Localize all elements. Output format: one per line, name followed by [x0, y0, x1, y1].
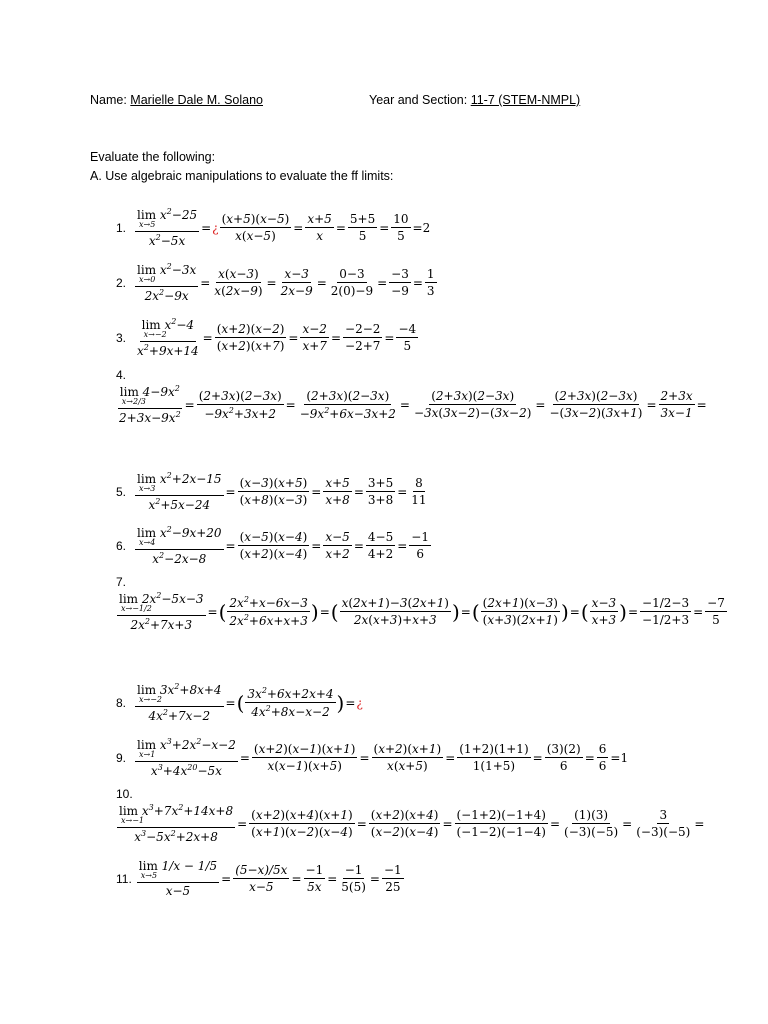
- problem-number: 10.: [116, 787, 133, 801]
- problem-2: 2. $\lim x^2-3x$ x→0 $2x^2-9x$ = $\frac{x(x-3)}{x(2x-9)}$ = $\frac{x-3}{2x-9}$ = $\frac{0-3}{2(0)-9}$ = $\frac{-3}{-9}$ = $\frac{1}{3}$: [116, 262, 435, 303]
- problem-number: 11.: [116, 871, 132, 886]
- problem-number: 7.: [116, 575, 127, 589]
- problem-number: 5.: [116, 484, 127, 499]
- problem-number: 6.: [116, 538, 127, 553]
- name-label: Name:: [90, 93, 131, 107]
- problem-number: 2.: [116, 275, 127, 290]
- problem-11: 11. lim 1/x − 1/5 x→5 x−5 = $\frac{(5-x)/5x}{x-5}$ = $\frac{-1}{5x}$ = $\frac{-1}{5(5)}$ = $\frac{-1}{25}$: [116, 859, 402, 898]
- problem-6: 6. $\lim x^2-9x+20$ x→4 $x^2-2x-8$ = $\frac{(x-5)(x-4)}{(x+2)(x-4)}$ = $\frac{x-5}{x+2}$ = $\frac{4-5}{4+2}$ = $\frac{-1}{6}$: [116, 525, 429, 566]
- undefined-glyph: ¿: [212, 220, 219, 235]
- undefined-glyph: ¿: [356, 695, 363, 710]
- problem-7: 7. $\lim 2x^2-5x-3$ x→−1/2 $2x^2+7x+3$ = ( $\frac{2x^2+x-6x-3}{2x^2+6x+x+3}$ ) = ( $\frac{x(2x+1)-3(2x+1)}{2x(x+3)+x+3}$ ) = ( $\frac{(2x+1)(x-3)}{(x+3)(2x+1)}$ ) = ( $\frac{x-3}{x+3}$ ) = $\frac{-1/2-3}{-1/2+3}$ = $\frac{-7}{5}$: [116, 576, 728, 631]
- instruction-line-2: A. Use algebraic manipulations to evaluate the ff limits:: [90, 169, 394, 183]
- problem-number: 8.: [116, 695, 127, 710]
- problem-number: 3.: [116, 330, 127, 345]
- problem-number: 4.: [116, 368, 127, 382]
- problem-number: 1.: [116, 220, 127, 235]
- problem-4: 4. $\lim 4-9x^2$ x→2/3 $2+3x-9x^2$ = $\frac{(2+3x)(2-3x)}{-9x^2+3x+2}$ = $\frac{(2+3x)(2-3x)}{-9x^2+6x-3x+2}$ = $\frac{(2+3x)(2-3x)}{-3x(3x-2)-(3x-2)}$ = $\frac{(2+3x)(2-3x)}{-(3x-2)(3x+1)}$ = $\frac{2+3x}{3x-1}$ =: [116, 368, 707, 425]
- year-section-label: Year and Section:: [369, 93, 471, 107]
- problem-3: 3. $\lim x^2-4$ x→−2 $x^2+9x+14$ = $\frac{(x+2)(x-2)}{(x+2)(x+7)}$ = $\frac{x-2}{x+7}$ = $\frac{-2-2}{-2+7}$ = $\frac{-4}{5}$: [116, 317, 417, 358]
- problem-9: 9. $\lim x^3+2x^2-x-2$ x→1 $x^3+4x^{20}-5x$ = $\frac{(x+2)(x-1)(x+1)}{x(x-1)(x+5)}$ = $\frac{(x+2)(x+1)}{x(x+5)}$ = $\frac{(1+2)(1+1)}{1(1+5)}$ = $\frac{(3)(2)}{6}$ = $\frac{6}{6}$ =1: [116, 737, 629, 778]
- problem-5: 5. $\lim x^2+2x-15$ x→3 $x^2+5x-24$ = $\frac{(x-3)(x+5)}{(x+8)(x-3)}$ = $\frac{x+5}{x+8}$ = $\frac{3+5}{3+8}$ = $\frac{8}{11}$: [116, 471, 427, 512]
- problem-10: 10. $\lim x^3+7x^2+14x+8$ x→−1 $x^3-5x^2+2x+8$ = $\frac{(x+2)(x+4)(x+1)}{(x+1)(x-2)(x-4)}$ = $\frac{(x+2)(x+4)}{(x-2)(x-4)}$ = $\frac{(-1+2)(-1+4)}{(-1-2)(-1-4)}$ = $\frac{(1)(3)}{(-3)(-5)}$ = $\frac{3}{(-3)(-5)}$ =: [116, 787, 705, 844]
- year-section-value: 11-7 (STEM-NMPL): [470, 93, 581, 107]
- problem-1: 1. $\lim x^2-25$ x→5 $x^2-5x$ = ¿ $\frac{(x+5)(x-5)}{x(x-5)}$ = $\frac{x+5}{x}$ = $\frac{5+5}{5}$ = $\frac{10}{5}$ =2: [116, 207, 431, 248]
- instruction-line-1: Evaluate the following:: [90, 150, 216, 164]
- name-line: [90, 93, 263, 107]
- name-value: Marielle Dale M. Solano: [130, 93, 263, 107]
- problem-8: 8. $\lim 3x^2+8x+4$ x→−2 $4x^2+7x-2$ = ( $\frac{3x^2+6x+2x+4}{4x^2+8x-x-2}$ ) = ¿: [116, 682, 363, 723]
- problem-number: 9.: [116, 750, 127, 765]
- year-section-line: [369, 93, 580, 107]
